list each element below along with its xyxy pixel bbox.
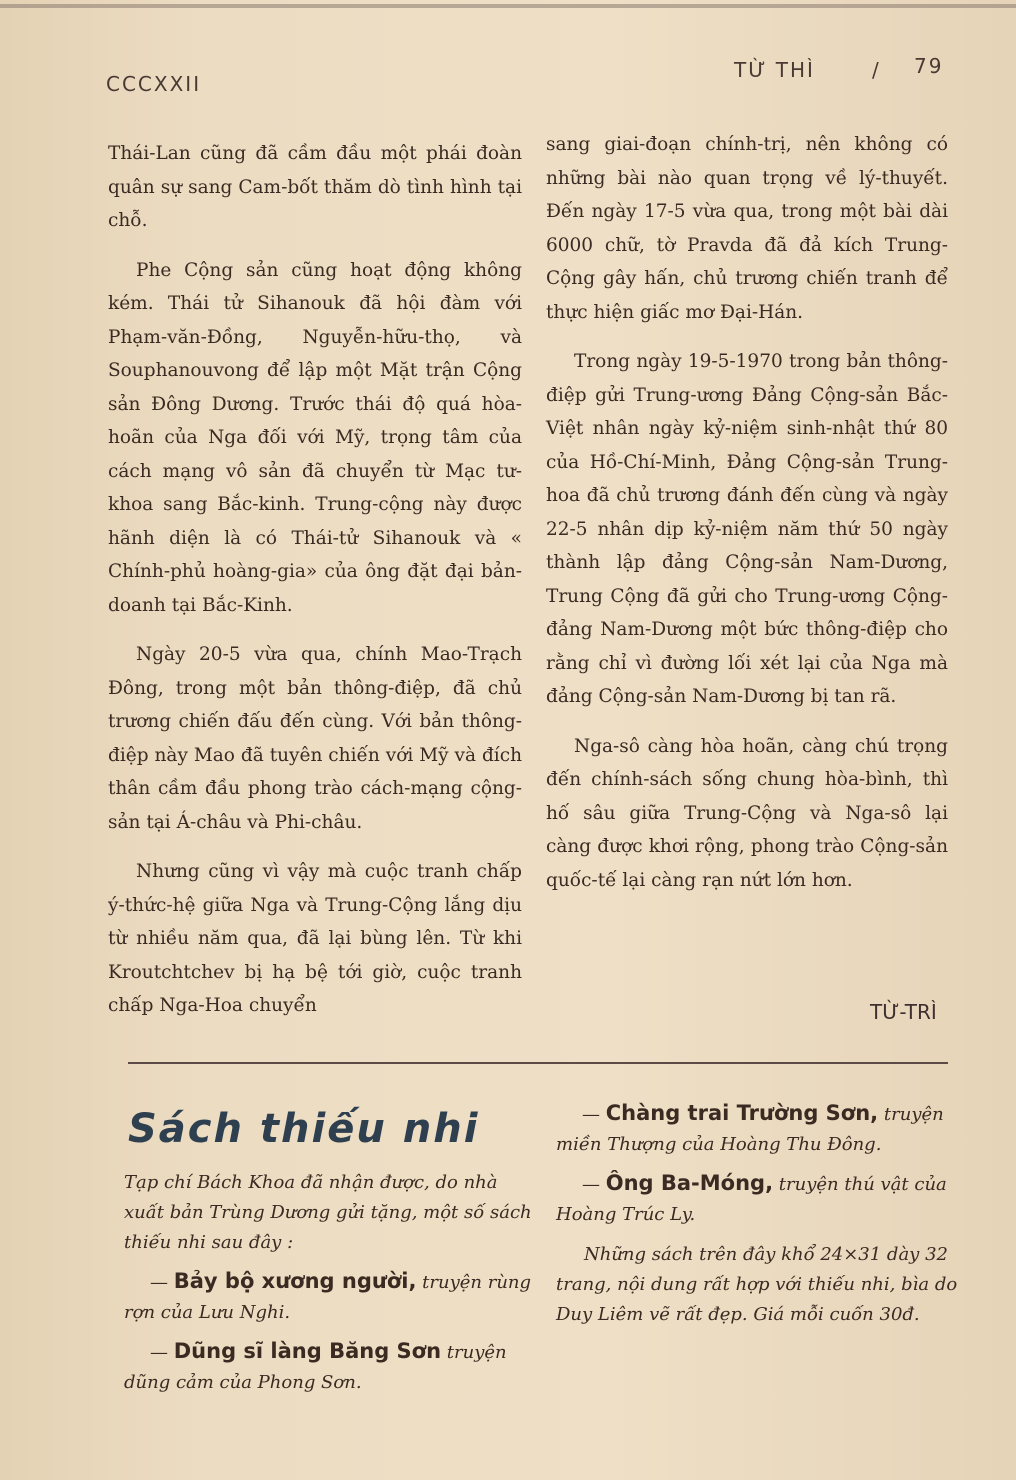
book-entry <box>556 1168 958 1230</box>
book-dash: — <box>582 1104 600 1125</box>
top-border <box>0 4 1016 8</box>
book-description: truyện rùng rợn của Lưu Nghi. <box>124 1272 532 1323</box>
book-title: Dũng sĩ làng Băng Sơn <box>173 1339 442 1363</box>
book-title: Chàng trai Trường Sơn, <box>605 1101 879 1125</box>
page-number: 79 <box>914 54 944 78</box>
article-signature: TỪ-TRÌ <box>870 1000 937 1024</box>
books-right-column <box>556 1098 958 1336</box>
book-entry <box>124 1266 534 1328</box>
book-title: Bảy bộ xương người, <box>173 1269 417 1293</box>
section-number: CCCXXII <box>106 72 202 96</box>
article-paragraph: Nhưng cũng vì vậy mà cuộc tranh chấp ý-thức-hệ giữa Nga và Trung-Cộng lắng dịu từ nhiều năm qua, đã lại bùng lên. Từ khi Kroutchtchev bị hạ bệ tới giờ, cuộc tranh chấp Nga-Hoa chuyển <box>108 861 522 1016</box>
book-entry <box>124 1336 534 1398</box>
article-paragraph: Trong ngày 19-5-1970 trong bản thông-điệp gửi Trung-ương Đảng Cộng-sản Bắc-Việt nhân ngày kỷ-niệm sinh-nhật thứ 80 của Hồ-Chí-Minh, Đảng Cộng-sản Trung-hoa đã chủ trương đánh đến cùng và ngày 22-5 nhân dịp kỷ-niệm năm thứ 50 ngày thành lập đảng Cộng-sản Nam-Dương, Trung Cộng đã gửi cho Trung-ương Cộng-đảng Nam-Dương một bức thông-điệp cho rằng chỉ vì đường lối xét lại của Nga mà đảng Cộng-sản Nam-Dương bị tan rã. <box>546 351 948 707</box>
books-left-column <box>124 1168 534 1404</box>
books-section-title: Sách thiếu nhi <box>128 1106 480 1152</box>
running-head-author: TỪ THÌ <box>734 58 815 82</box>
article-paragraph: sang giai-đoạn chính-trị, nên không có những bài nào quan trọng về lý-thuyết. Đến ngày 17-5 vừa qua, trong một bài dài 6000 chữ, tờ Pravda đã đả kích Trung-Cộng gây hấn, chủ trương chiến tranh để thực hiện giấc mơ Đại-Hán. <box>546 134 948 323</box>
book-description: truyện dũng cảm của Phong Sơn. <box>124 1342 507 1393</box>
article-paragraph: Nga-sô càng hòa hoãn, càng chú trọng đến chính-sách sống chung hòa-bình, thì hố sâu giữa Trung-Cộng và Nga-sô lại càng được khơi rộng, phong trào Cộng-sản quốc-tế lại càng rạn nứt lớn hơn. <box>546 735 948 891</box>
article-paragraph: Thái-Lan cũng đã cầm đầu một phái đoàn quân sự sang Cam-bốt thăm dò tình hình tại chỗ. <box>108 143 522 231</box>
article-right-column <box>546 128 948 913</box>
books-intro: Tạp chí Bách Khoa đã nhận được, do nhà xuất bản Trùng Dương gửi tặng, một số sách thiếu nhi sau đây : <box>124 1172 532 1253</box>
book-description: truyện miền Thượng của Hoàng Thu Đông. <box>556 1104 944 1155</box>
books-note: Những sách trên đây khổ 24×31 dày 32 trang, nội dung rất hợp với thiếu nhi, bìa do Duy Liêm vẽ rất đẹp. Giá mỗi cuốn 30đ. <box>556 1244 958 1325</box>
article-left-column <box>108 137 522 1039</box>
running-head-separator: / <box>872 58 881 82</box>
book-dash: — <box>150 1272 168 1293</box>
section-divider <box>128 1062 948 1064</box>
book-title: Ông Ba-Móng, <box>605 1171 774 1195</box>
article-paragraph: Ngày 20-5 vừa qua, chính Mao-Trạch Đông, trong một bản thông-điệp, đã chủ trương chiến đấu đến cùng. Với bản thông-điệp này Mao đã tuyên chiến với Mỹ và đích thân cầm đầu phong trào cách-mạng cộng-sản tại Á-châu và Phi-châu. <box>108 644 522 833</box>
article-paragraph: Phe Cộng sản cũng hoạt động không kém. Thái tử Sihanouk đã hội đàm với Phạm-văn-Đồng, Nguyễn-hữu-thọ, và Souphanouvong để lập một Mặt trận Cộng sản Đông Dương. Trước thái độ quá hòa-hoãn của Nga đối với Mỹ, trọng tâm của cách mạng vô sản đã chuyển từ Mạc tư-khoa sang Bắc-kinh. Trung-cộng này được hãnh diện là có Thái-tử Sihanouk và « Chính-phủ hoàng-gia» của ông đặt đại bản-doanh tại Bắc-Kinh. <box>108 259 522 616</box>
book-dash: — <box>582 1174 600 1195</box>
book-description: truyện thú vật của Hoàng Trúc Ly. <box>556 1174 947 1225</box>
book-entry <box>556 1098 958 1160</box>
book-dash: — <box>150 1342 168 1363</box>
